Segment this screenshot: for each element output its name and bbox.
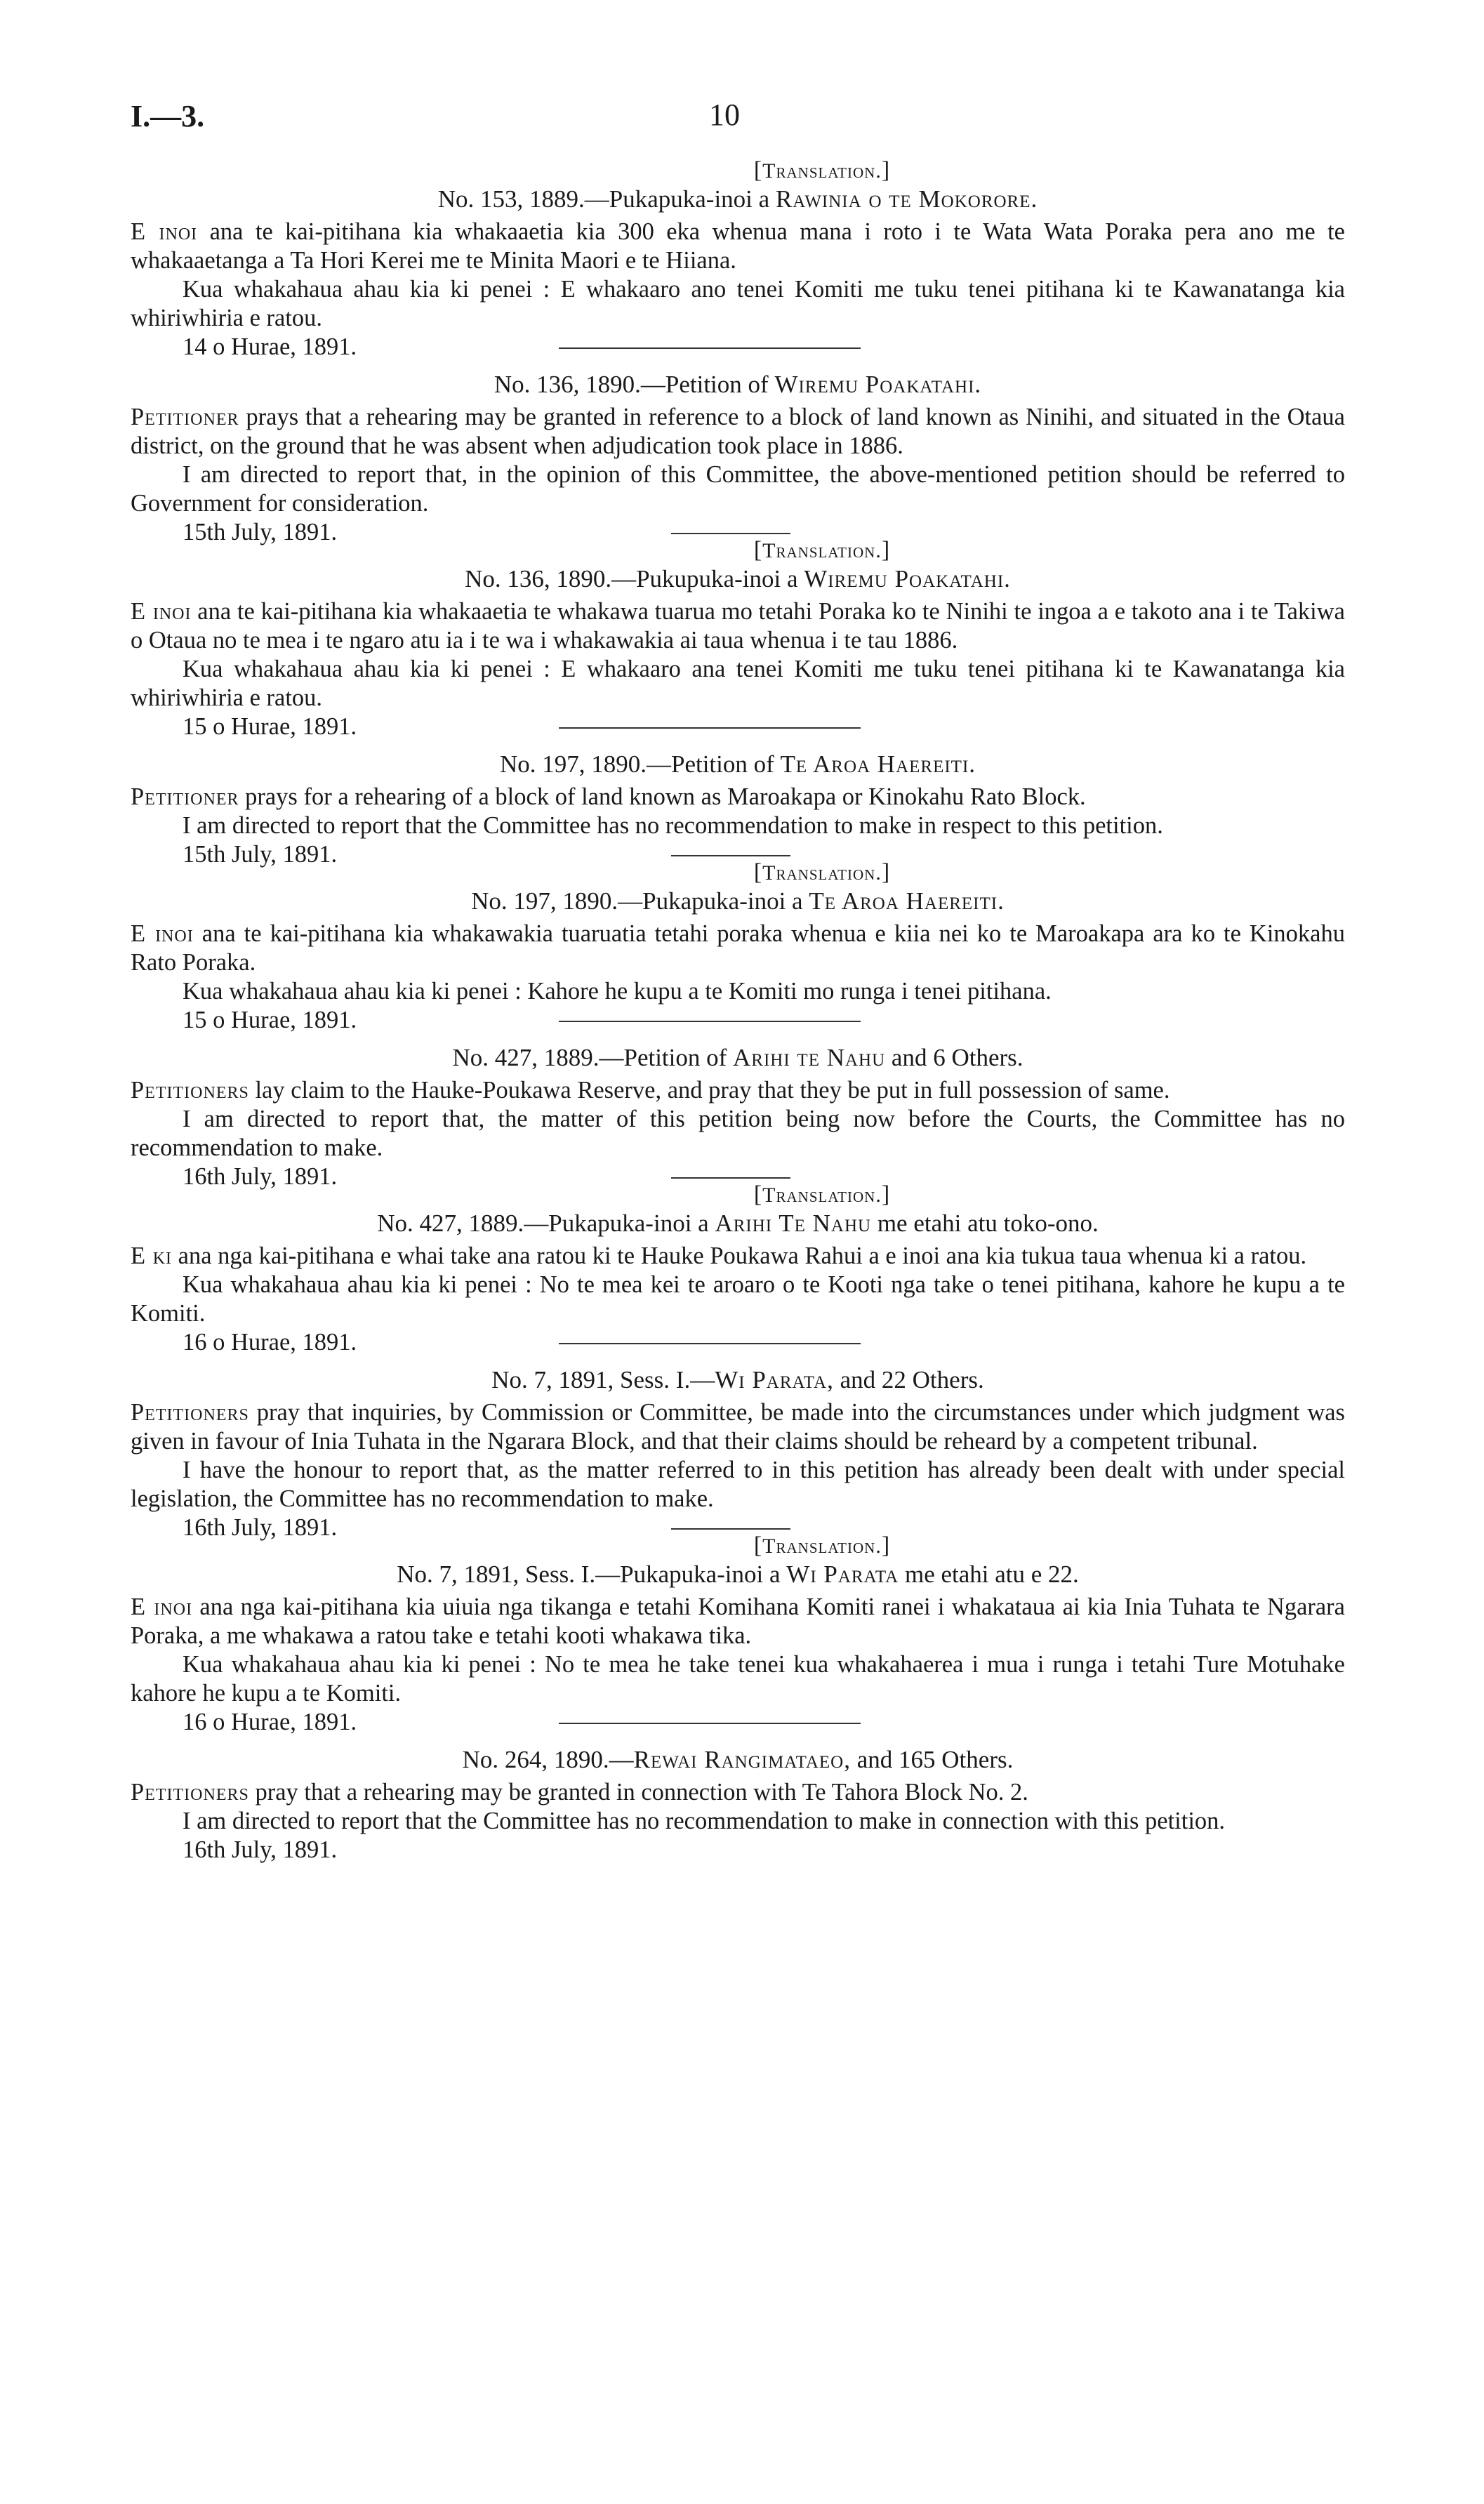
committee-report: Kua whakahaua ahau kia ki penei : No te mea kei te aroaro o te Kooti nga take o tenei pitihana, kahore he kupu a te Komiti. [131,1271,1345,1327]
petition-body: E inoi ana te kai-pitihana kia whakawakia tuaruatia tetahi poraka whenua e kiia nei ko te Maroakapa ara ko te Kinokahu Rato Poraka. [131,920,1345,976]
petition-heading: No. 264, 1890.—Rewai Rangimataeo, and 165 Others. [462,1746,1014,1773]
report-date: 15th July, 1891. [183,841,338,868]
committee-report: Kua whakahaua ahau kia ki penei : E whakaaro ana tenei Komiti me tuku tenei pitihana ki te Kawanatanga kia whiriwhiria e ratou. [131,656,1345,711]
translation-divider [671,533,790,534]
translation-divider [671,1528,790,1530]
report-date: 15 o Hurae, 1891. [183,713,357,740]
committee-report: Kua whakahaua ahau kia ki penei : Kahore he kupu a te Komiti mo runga i tenei pitihana. [183,978,1052,1005]
petition-section-7-1891-translation [131,1532,1345,1735]
section-divider [559,1723,861,1724]
report-date: 16 o Hurae, 1891. [183,1709,357,1735]
petition-heading: No. 197, 1890.—Pukapuka-inoi a Te Aroa Haereiti. [471,887,1005,915]
petition-section-427-1889-translation [131,1181,1345,1356]
committee-report: I am directed to report that, the matter of this petition being now before the Courts, the Committee has no recommendation to make. [131,1106,1345,1161]
committee-report: Kua whakahaua ahau kia ki penei : E whakaaro ano tenei Komiti me tuku tenei pitihana ki te Kawanatanga kia whiriwhiria e ratou. [131,276,1345,331]
report-date: 14 o Hurae, 1891. [183,333,357,360]
petition-section-136-1890 [131,370,1345,545]
report-date: 16 o Hurae, 1891. [183,1329,357,1356]
translation-label: [Translation.] [753,859,891,885]
report-date: 16th July, 1891. [183,1514,338,1541]
petition-body: E inoi ana nga kai-pitihana kia uiuia nga tikanga e tetahi Komihana Komiti ranei i whakataua ai kia Inia Tuhata te Ngarara Poraka, a me whakawa a ratou take e tetahi kooti whakawa tika. [131,1594,1345,1649]
report-date: 15th July, 1891. [183,519,338,545]
translation-label: [Translation.] [753,537,891,563]
committee-report: Kua whakahaua ahau kia ki penei : No te mea he take tenei kua whakahaerea i mua i runga i tetahi Ture Motuhake kahore he kupu a te Komiti. [131,1651,1345,1707]
section-divider [559,1021,861,1022]
page-number: 10 [709,98,740,132]
petition-body: Petitioner prays for a rehearing of a block of land known as Maroakapa or Kinokahu Rato Block. [131,783,1086,810]
petition-section-153-1889-translation [131,157,1345,360]
petition-body: E inoi ana te kai-pitihana kia whakaaetia te whakawa tuarua mo tetahi Poraka ko te Ninihi te ingoa a e takoto ana i te Takiwa o Otaua no te mea i te ngaro atu ia i te wa i whakawakia ai taua whenua i te tau 1886. [131,598,1345,654]
translation-label: [Translation.] [753,1532,891,1558]
translation-label: [Translation.] [753,1181,891,1207]
petition-body: Petitioners pray that inquiries, by Commission or Committee, be made into the circumstances under which judgment was given in favour of Inia Tuhata in the Ngarara Block, and that their claims should be reheard by a competent tribunal. [131,1399,1345,1455]
report-date: 15 o Hurae, 1891. [183,1007,357,1033]
petition-section-197-1890 [131,750,1345,868]
petition-heading: No. 197, 1890.—Petition of Te Aroa Haereiti. [499,750,976,778]
petition-heading: No. 427, 1889.—Petition of Arihi te Nahu and 6 Others. [452,1044,1023,1071]
petition-section-427-1889 [131,1043,1345,1190]
petition-section-7-1891 [131,1365,1345,1541]
section-divider [559,727,861,729]
petition-body: E inoi ana te kai-pitihana kia whakaaetia kia 300 eka whenua mana i roto i te Wata Wata Poraka pera ano me te whakaaetanga a Ta Hori Kerei me te Minita Maori e te Hiiana. [131,218,1345,274]
committee-report: I am directed to report that the Committee has no recommendation to make in respect to this petition. [183,812,1163,839]
section-divider [559,347,861,349]
petition-section-264-1890 [131,1745,1345,1864]
committee-report: I have the honour to report that, as the matter referred to in this petition has already been dealt with under special legislation, the Committee has no recommendation to make. [131,1457,1345,1512]
section-divider [559,1343,861,1344]
petition-body: Petitioners pray that a rehearing may be granted in connection with Te Tahora Block No. 2. [131,1779,1028,1806]
petition-heading: No. 136, 1890.—Pukupuka-inoi a Wiremu Poakatahi. [465,565,1011,592]
translation-divider [671,855,790,856]
petition-body: Petitioners lay claim to the Hauke-Poukawa Reserve, and pray that they be put in full possession of same. [131,1077,1170,1104]
petition-heading: No. 7, 1891, Sess. I.—Wi Parata, and 22 Others. [491,1366,984,1393]
petition-section-136-1890-translation [131,537,1345,740]
page-content [131,157,1345,1864]
petition-heading: No. 7, 1891, Sess. I.—Pukapuka-inoi a Wi Parata me etahi atu e 22. [397,1561,1079,1588]
petition-heading: No. 153, 1889.—Pukapuka-inoi a Rawinia o te Mokorore. [437,185,1038,213]
petition-body: Petitioner prays that a rehearing may be granted in reference to a block of land known as Ninihi, and situated in the Otaua district, on the ground that he was absent when adjudication took place in 1886. [131,404,1345,459]
report-date: 16th July, 1891. [183,1836,338,1863]
petition-body: E ki ana nga kai-pitihana e whai take ana ratou ki te Hauke Poukawa Rahui a e inoi ana kia tukua taua whenua ki a ratou. [131,1243,1307,1269]
petition-heading: No. 136, 1890.—Petition of Wiremu Poakatahi. [493,371,982,398]
report-date: 16th July, 1891. [183,1163,338,1190]
committee-report: I am directed to report that the Committee has no recommendation to make in connection with this petition. [183,1808,1226,1834]
translation-divider [671,1177,790,1179]
translation-label: [Translation.] [753,157,891,183]
parliamentary-paper-ref: I.—3. [131,99,205,133]
petition-section-197-1890-translation [131,859,1345,1033]
committee-report: I am directed to report that, in the opinion of this Committee, the above-mentioned petition should be referred to Government for consideration. [131,461,1345,517]
petition-heading: No. 427, 1889.—Pukapuka-inoi a Arihi Te Nahu me etahi atu toko-ono. [377,1210,1099,1237]
